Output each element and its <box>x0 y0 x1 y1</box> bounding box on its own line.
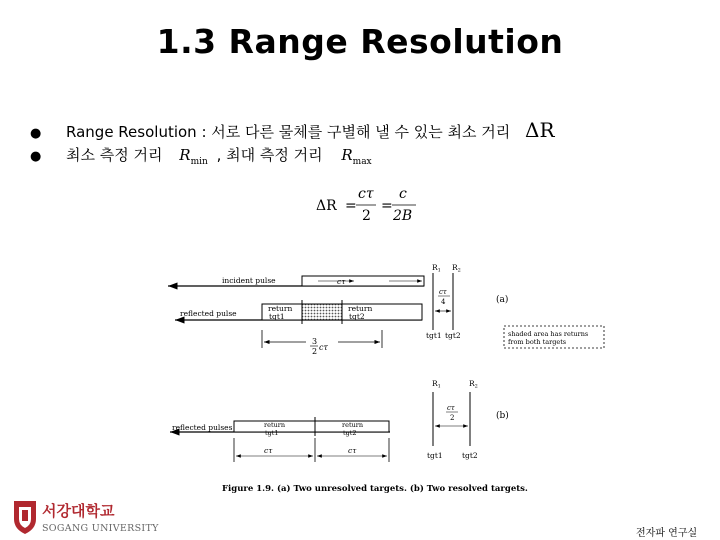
b-ctau-2: cτ <box>348 446 357 455</box>
logo-korean-name: 서강대학교 <box>42 502 115 520</box>
rmin-symbol: $R_{min}$ <box>179 146 208 167</box>
reflected-pulses-box <box>234 421 389 432</box>
b-return-tgt1-sub: tgt1 <box>265 429 279 437</box>
r1-label-b: $R_1$ <box>432 379 441 390</box>
bullet-dot-icon: ● <box>30 149 42 164</box>
r1-label-a: $R_1$ <box>432 263 441 274</box>
footer-lab-name: 전자파 연구실 <box>636 528 698 539</box>
reflected-pulses-label: reflected pulses <box>172 423 233 432</box>
rmax-symbol: $R_{max}$ <box>341 146 372 167</box>
three-half-ct: cτ <box>319 343 328 352</box>
tgt1-bottom-b: tgt1 <box>427 451 443 460</box>
eq-num-1: cτ <box>358 186 374 202</box>
ct2-num: cτ <box>447 404 455 412</box>
tgt2-bottom-a: tgt2 <box>445 331 461 340</box>
shaded-note-line1: shaded area has returns <box>508 330 589 338</box>
label-b: (b) <box>496 411 509 421</box>
figure-caption: Figure 1.9. (a) Two unresolved targets. (b) Two resolved targets. <box>222 484 528 494</box>
eq-lhs: ΔR <box>316 198 337 214</box>
eq-den-2: 2B <box>393 208 413 224</box>
university-seal-icon <box>14 501 36 534</box>
bullet-text-1: Range Resolution : 서로 다른 물체를 구별해 낼 수 있는 최소 거리 <box>66 123 511 141</box>
page-title: 1.3 Range Resolution <box>156 22 564 61</box>
reflected-pulse-label: reflected pulse <box>180 309 237 318</box>
r2-label-b: $R_2$ <box>469 379 478 390</box>
shaded-note-line2: from both targets <box>508 338 567 346</box>
tgt2-bottom-b: tgt2 <box>462 451 478 460</box>
svg-text:=: = <box>381 198 393 214</box>
range-resolution-figure <box>160 180 620 485</box>
bullet-text-2a: 최소 측정 거리 <box>66 146 163 164</box>
ct4-den: 4 <box>441 298 446 306</box>
logo-english-name: SOGANG UNIVERSITY <box>42 523 159 534</box>
bullet-dot-icon: ● <box>30 126 42 141</box>
three-half-num: 3 <box>312 337 318 346</box>
ct4-num: cτ <box>439 288 447 296</box>
ct2-den: 2 <box>450 414 455 422</box>
return-tgt2-label: return <box>348 304 373 313</box>
bullet-range-resolution <box>30 118 555 142</box>
eq-den-1: 2 <box>362 208 371 224</box>
tgt1-bottom-a: tgt1 <box>426 331 442 340</box>
return-tgt1-sub: tgt1 <box>269 312 285 321</box>
incident-pulse-label: incident pulse <box>222 276 276 285</box>
bullet-min-max-range <box>30 144 372 167</box>
bullet-text-2b: , 최대 측정 거리 <box>216 146 323 164</box>
delta-r-symbol: ΔR <box>525 118 555 142</box>
r2-label-a: $R_2$ <box>452 263 461 274</box>
svg-text:=: = <box>345 198 357 214</box>
shaded-overlap-area <box>302 304 342 320</box>
label-a: (a) <box>496 295 509 305</box>
incident-ctau-label: cτ <box>337 277 346 286</box>
b-return-tgt2-sub: tgt2 <box>343 429 357 437</box>
b-ctau-1: cτ <box>264 446 273 455</box>
return-tgt1-label: return <box>268 304 293 313</box>
b-return-tgt1-label: return <box>264 421 286 429</box>
eq-num-2: c <box>399 186 407 202</box>
b-return-tgt2-label: return <box>342 421 364 429</box>
three-half-den: 2 <box>312 347 318 356</box>
sogang-university-logo <box>10 497 180 537</box>
return-tgt2-sub: tgt2 <box>349 312 365 321</box>
